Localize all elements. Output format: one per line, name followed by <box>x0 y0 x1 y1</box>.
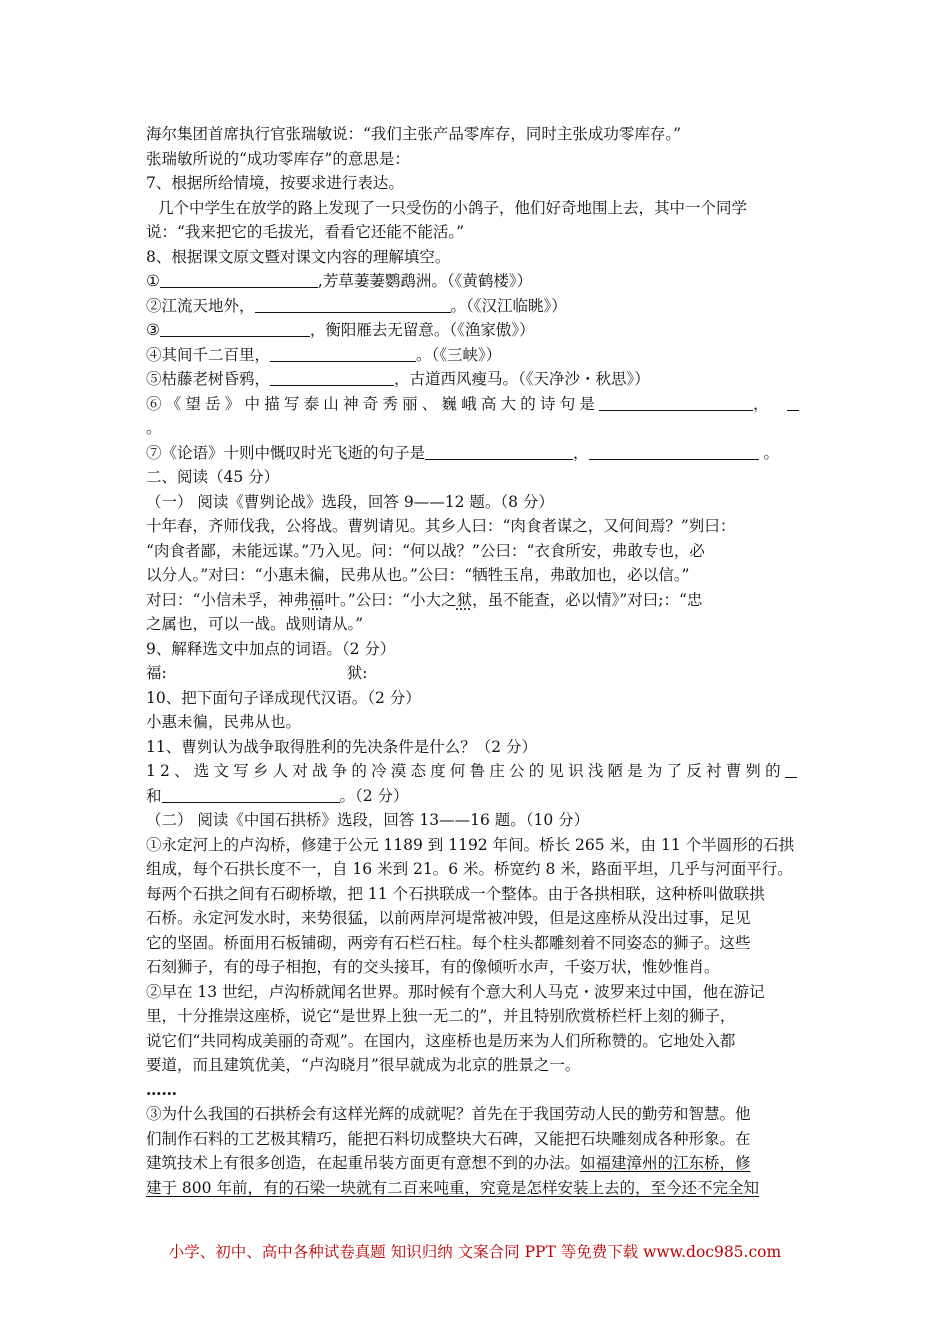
passage-line: 它的坚固。桥面用石板铺砌，两旁有石栏石柱。每个柱头都雕刻着不同姿态的狮子。这些 <box>146 933 751 952</box>
passage-line: ③为什么我国的石拱桥会有这样光辉的成就呢？首先在于我国劳动人民的勤劳和智慧。他 <box>146 1105 751 1123</box>
question-9-items: 福: 狱: <box>146 664 368 682</box>
passage-line: 以分人。”对曰：“小惠未徧，民弗从也。”公曰：“牺牲玉帛，弗敢加也，必以信。” <box>146 566 690 584</box>
answer-blank[interactable] <box>270 345 416 362</box>
section-heading: 二、阅读（45 分） <box>146 468 280 486</box>
fill-blank-1: ① ,芳草萋萋鹦鹉洲。（《黄鹤楼》） <box>146 272 533 290</box>
reading-2-heading: （二） 阅读《中国石拱桥》选段，回答 13——16 题。（10 分） <box>146 811 590 829</box>
fill-blank-3: ③ ，衡阳雁去无留意。（《渔家傲》） <box>146 321 535 339</box>
question-12-cont: 和 。（2 分） <box>146 786 409 805</box>
passage-line: 十年春，齐师伐我，公将战。曹刿请见。其乡人曰：“肉食者谋之，又何间焉？”刿曰： <box>146 517 736 535</box>
passage-line: ①永定河上的卢沟桥，修建于公元 1189 到 1192 年间。桥长 265 米，由 11 个半圆形的石拱 <box>146 835 795 854</box>
ellipsis: …… <box>146 1079 177 1099</box>
underlined-sentence: 建于 800 年前，有的石梁一块就有二百来吨重，究竟是怎样安装上去的，至今还不完全知 <box>146 1178 759 1197</box>
text-line: 说：“我来把它的毛拔光，看看它还能不能活。” <box>146 223 465 241</box>
fill-blank-4: ④其间千二百里， 。（《三峡》） <box>146 345 502 364</box>
answer-blank[interactable] <box>785 761 797 778</box>
text-line: 小惠未徧，民弗从也。 <box>146 713 302 731</box>
passage-line: 里，十分推崇这座桥，说它“是世界上独一无二的”，并且特别欣赏桥栏杆上刻的狮子， <box>146 1007 736 1025</box>
answer-blank[interactable] <box>599 394 753 411</box>
footer-watermark: 小学、初中、高中各种试卷真题 知识归纳 文案合同 PPT 等免费下载 www.doc985.com <box>168 1243 782 1261</box>
text-line: 海尔集团首席执行官张瑞敏说：“我们主张产品零库存，同时主张成功零库存。” <box>146 125 682 143</box>
question-11: 11、曹刿认为战争取得胜利的先决条件是什么？（2 分） <box>146 737 538 756</box>
question-9: 9、解释选文中加点的词语。（2 分） <box>146 639 396 658</box>
document-body <box>146 122 826 1200</box>
answer-blank[interactable] <box>425 443 573 460</box>
question-12: 12、选文写乡人对战争的冷漠态度何鲁庄公的见识浅陋是为了反衬曹刿的 <box>146 759 826 784</box>
text-line: 。 <box>146 419 162 437</box>
underlined-sentence: 如福建漳州的江东桥，修 <box>580 1154 751 1172</box>
fill-blank-7: ⑦《论语》十则中慨叹时光飞逝的句子是 ， 。 <box>146 443 779 462</box>
passage-line: ②早在 13 世纪，卢沟桥就闻名世界。那时候有个意大利人马克・波罗来过中国，他在游记 <box>146 982 765 1001</box>
passage-line: 对曰：“小信未孚，神弗福叶。”公曰：“小大之狱，虽不能查，必以情》”对曰;：“忠 <box>146 590 703 609</box>
text-line: 几个中学生在放学的路上发现了一只受伤的小鸽子，他们好奇地围上去，其中一个同学 <box>158 198 748 217</box>
passage-line: 石刻狮子，有的母子相抱，有的交头接耳，有的像倾听水声，千姿万状，惟妙惟肖。 <box>146 958 720 976</box>
passage-line: 每两个石拱之间有石砌桥墩，把 11 个石拱联成一个整体。由于各拱相联，这种桥叫做联拱 <box>146 884 765 903</box>
fill-blank-5: ⑤枯藤老树昏鸦， ，古道西风瘦马。（《天净沙・秋思》） <box>146 370 650 388</box>
answer-blank[interactable] <box>255 296 451 313</box>
passage-line: 们制作石料的工艺极其精巧，能把石料切成整块大石碑，又能把石块雕刻成各种形象。在 <box>146 1129 751 1148</box>
answer-blank[interactable] <box>270 369 394 386</box>
answer-blank[interactable] <box>589 443 759 460</box>
answer-blank[interactable] <box>160 271 318 288</box>
fill-blank-2: ②江流天地外， 。（《汉江临眺》） <box>146 296 567 315</box>
text-line: 张瑞敏所说的“成功零库存”的意思是： <box>146 149 410 168</box>
passage-line: 建筑技术上有很多创造，在起重吊装方面更有意想不到的办法。如福建漳州的江东桥，修 <box>146 1154 751 1172</box>
passage-line: 要道，而且建筑优美，“卢沟晓月”很早就成为北京的胜景之一。 <box>146 1056 581 1074</box>
passage-line: 说它们“共同构成美丽的奇观”。在国内，这座桥也是历来为人们所称赞的。它地处入都 <box>146 1031 736 1050</box>
dotted-word: 狱 <box>456 590 473 609</box>
dotted-word: 福 <box>308 590 325 609</box>
passage-line <box>146 1176 826 1201</box>
question-8: 8、根据课文原文暨对课文内容的理解填空。 <box>146 247 451 266</box>
passage-line: 石桥。永定河发水时，来势很猛，以前两岸河堤常被冲毁，但是这座桥从没出过事，足见 <box>146 909 751 927</box>
passage-line: 之属也，可以一战。战则请从。” <box>146 615 364 633</box>
answer-blank[interactable] <box>160 320 310 337</box>
question-10: 10、把下面句子译成现代汉语。（2 分） <box>146 688 421 707</box>
question-7: 7、根据所给情境，按要求进行表达。 <box>146 174 404 192</box>
passage-line: 组成，每个石拱长度不一，自 16 米到 21。6 米。桥宽约 8 米，路面平坦，几乎与河面平行。 <box>146 860 793 878</box>
fill-blank-6: ⑥《望岳》中描写泰山神奇秀丽、巍峨高大的诗句是 ， <box>146 392 826 417</box>
answer-blank[interactable] <box>162 786 340 803</box>
reading-1-heading: （一） 阅读《曹刿论战》选段，回答 9——12 题。（8 分） <box>146 492 554 511</box>
answer-blank[interactable] <box>787 394 799 411</box>
passage-line: “肉食者鄙，未能远谋。”乃入见。问：“何以战？”公曰：“衣食所安，弗敢专也，必 <box>146 541 705 560</box>
